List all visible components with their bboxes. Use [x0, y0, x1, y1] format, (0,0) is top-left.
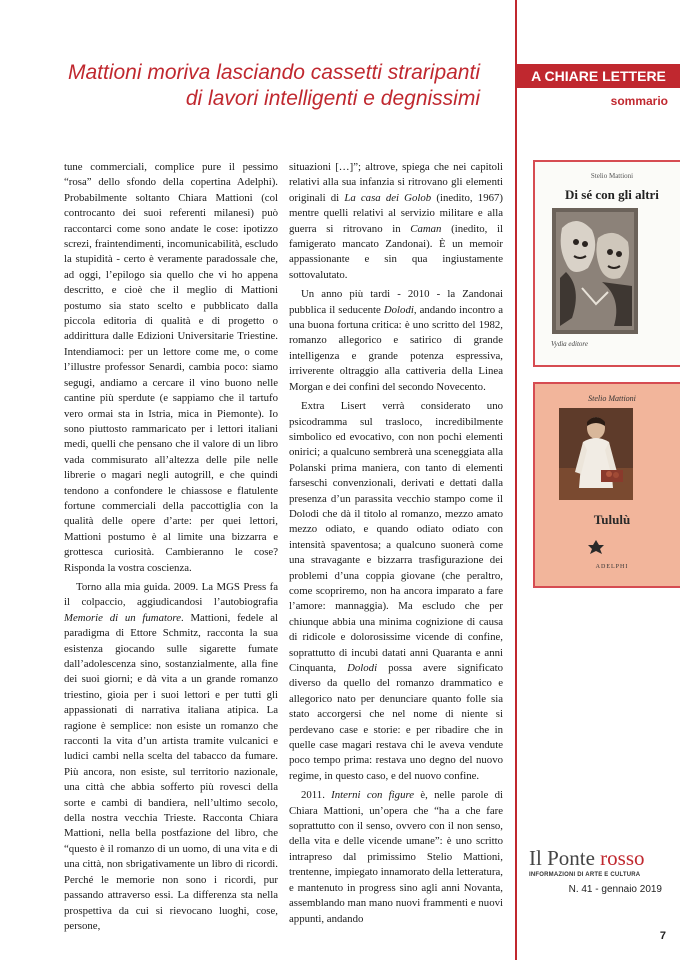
masthead-name-part1: Il Ponte	[529, 846, 595, 870]
book-cover-tululu	[533, 382, 680, 588]
italic-title-text: La casa dei Golob	[344, 191, 432, 204]
masthead-title	[529, 846, 669, 870]
paragraph-text: è, nelle parole di Chiara Mattioni, un’opera che “ha a che fare soprattutto con il senso, ovvero con il non senso, della vita e delle vicende umane”: è uno scritto intrapreso dal primissimo Stelio Mattioni, trentenne, impiegato innamorato della letteratura, e mantenuto in progress sino agli anni Novanta, assemblando man mano nuovi frammenti e nuovi appunti, andando	[289, 789, 504, 925]
paragraph-text: . Mattioni, fedele al paradigma di Ettore Schmitz, racconta la sua esistenza giocando sulle sigarette fumate dall’adolescenza sino, sostanzialmente, alla fine dei suoi giorni; e dà vita a un grande romanzo triestino, gioia per i suoi lettori e per tutti gli appassionati di narrativa italiana atipica. La ragione è semplice: non esiste un romanzo che racconti la vita d’un artista tramite vulcanici e ludici cambi nella scelta del tabacco da fumare. Più ancora, non esiste, sul territorio nazionale, una città che abbia sofferto più rovesci della sorte e cambi di bandiera, nell’ultimo secolo, della nostra vecchia Trieste. Racconta Chiara Mattioni, nella bella postfazione del libro, che “questo è il romanzo di un uomo, di una vita e di una città, non sbrigativamente un libro di ricordi. Perché le memorie non sono i ricordi, pur passando attraverso essi. La differenza sta nella prospettiva da cui si rievocano luoghi, cose, persone,	[64, 611, 278, 932]
paragraph-text: 2011.	[301, 789, 332, 802]
book-cover-di-se-con-gli-altri	[533, 160, 680, 367]
masthead-subtitle: INFORMAZIONI DI ARTE E CULTURA	[529, 872, 641, 878]
book1-publisher: Vydia editore	[551, 340, 589, 348]
italic-title-text: Caman	[410, 222, 442, 235]
book1-etching-illustration	[552, 208, 638, 334]
paragraph-text: possa avere significato diverso da quello del romanzo drammatico e allegorico nato per denunciare quanto folle sia stato accorgersi che nel nome di niente si perdevano case e storie: e per ribadire che in quelle case magari restava chi le aveva vendute poco tempo prima: restava uno degno del nuovo regime, in questo caso, e del nuovo confine.	[289, 662, 503, 782]
italic-title-text: Dolodi	[347, 662, 378, 674]
masthead-name-part2: rosso	[600, 846, 645, 870]
paragraph-text: Extra Lisert verrà considerato uno psicodramma sul trasloco, incredibilmente simbolico ed evocativo, con non pochi elementi onirici; a qualcuno sembrerà una sceneggiata alla Polanski prima maniera, con tanto di elementi farseschi convenzionali, derivati e dettati dalla presenza d’un parassita vecchio stampo come il Dolodi che dà il titolo al romanzo, mezzo amato mezzo odiato, e quando odiato odiato con intensità spaventosa; a qualcuno suonerà come una stravagante e bizzarra trasfigurazione dei problemi d’una coppia giovane (che peraltro, come scopriremo, non ha ancora imparato a fare l’amore: mannaggia). Ma escludo che per chiunque abbia una minima cognizione di causa di ridicole e dolorosissime vicende di confine, soprattutto di incubi datati anni Quaranta e anni Cinquanta,	[289, 400, 503, 674]
article-paragraph	[64, 160, 278, 576]
paragraph-text: situazioni […]”; altrove, spiega che nei capitoli relativi alla sua infanzia si ritrovano gli elementi originali di	[289, 161, 503, 204]
book1-author: Stelio Mattioni	[590, 172, 634, 180]
paragraph-text: Un anno più tardi - 2010 - la Zandonai pubblica il seducente	[289, 288, 503, 316]
article-paragraph	[289, 788, 503, 927]
paragraph-text: (inedito, 1967) mentre quelli relativi al servizio militare e alla guerra si ritrovano in	[289, 191, 503, 235]
rubric-banner: A CHIARE LETTERE	[517, 64, 680, 88]
article-paragraph	[64, 580, 278, 934]
sommario-label: sommario	[610, 94, 668, 108]
headline-line-2: di lavori intelligenti e degnissimi	[185, 87, 480, 110]
italic-title-text: Interni con figure	[331, 789, 415, 802]
book2-title: Tululù	[593, 512, 631, 527]
article-column-1	[64, 160, 278, 934]
article-headline	[40, 60, 480, 112]
book2-publisher: ADELPHI	[595, 564, 629, 570]
issue-number: N. 41 - gennaio 2019	[568, 884, 662, 895]
article-column-2	[289, 160, 503, 927]
paragraph-text: tune commerciali, complice pure il pessimo “rosa” dello sfondo della copertina Adelphi). Probabilmente soltanto Chiara Mattioni (col controcanto dei suoi referenti milanesi) può raccontarci come sono andate le cose: ipotizzo screzi, fraintendimenti, incomunicabilità, escludo la stupidità - certo è veramente paradossale che, ad oggi, l’epilogo sia quello che vi ho appena descritto, e cioè che il meglio di Mattioni postumo sia stato scelto e pubblicato dalla piccola editoria di qualità e di progetto o addirittura dalle Edizioni Universitarie Triestine. Intendiamoci: per un lettore come me, o come l’illustre professor Senardi, cambia poco: siamo segugi, andiamo a cercare il vino buono nelle cantine più sperdute (e sappiamo che il tartufo vero ormai sta in Istria, mica in Piemonte). Io sono piuttosto rammaricato per i lettori italiani medi, quelli che pensano che il valore di un libro vada commisurato all’altezza delle pile nelle librerie o magari negli autogrill, e che quindi tendono a confondere le chiassose e flatulente fortune commerciali della paccottiglia con la qualità delle opere d’arte: per quei lettori, Mattioni postumo è al limite una bizzarra e grottesca curiosità. Cambieranno le cose? Risponda la vostra coscienza.	[64, 161, 278, 574]
book2-author: Stelio Mattioni	[588, 394, 636, 403]
book2-portrait-illustration	[559, 408, 633, 500]
sidebar-divider	[515, 0, 517, 960]
article-paragraph	[289, 287, 503, 395]
paragraph-text: (inedito, il famigerato mancato Zandonai). È un memoir appassionante e sin qua ingiustamente sottovalutato.	[289, 222, 504, 281]
adelphi-logo-icon	[587, 539, 605, 555]
article-paragraph	[289, 160, 503, 283]
headline-line-1: Mattioni moriva lasciando cassetti straripanti	[67, 61, 480, 84]
paragraph-text: , andando incontro a una buona fortuna critica: è uno scritto del 1982, romanzo allegorico e satirico di grande intelligenza e grande potenza espressiva, irriverente oltraggio alla cattiveria della Linea Morgan e dei confini del secondo Novecento.	[289, 303, 503, 393]
paragraph-text: Torno alla mia guida. 2009. La MGS Press fa il colpaccio, aggiudicandosi l’autobiografia	[64, 580, 278, 609]
italic-title-text: Memorie di un fumatore	[64, 611, 181, 624]
book1-title: Di sé con gli altri	[565, 187, 659, 202]
page-number: 7	[659, 930, 666, 942]
article-paragraph	[289, 399, 503, 784]
italic-title-text: Dolodi	[383, 303, 414, 316]
